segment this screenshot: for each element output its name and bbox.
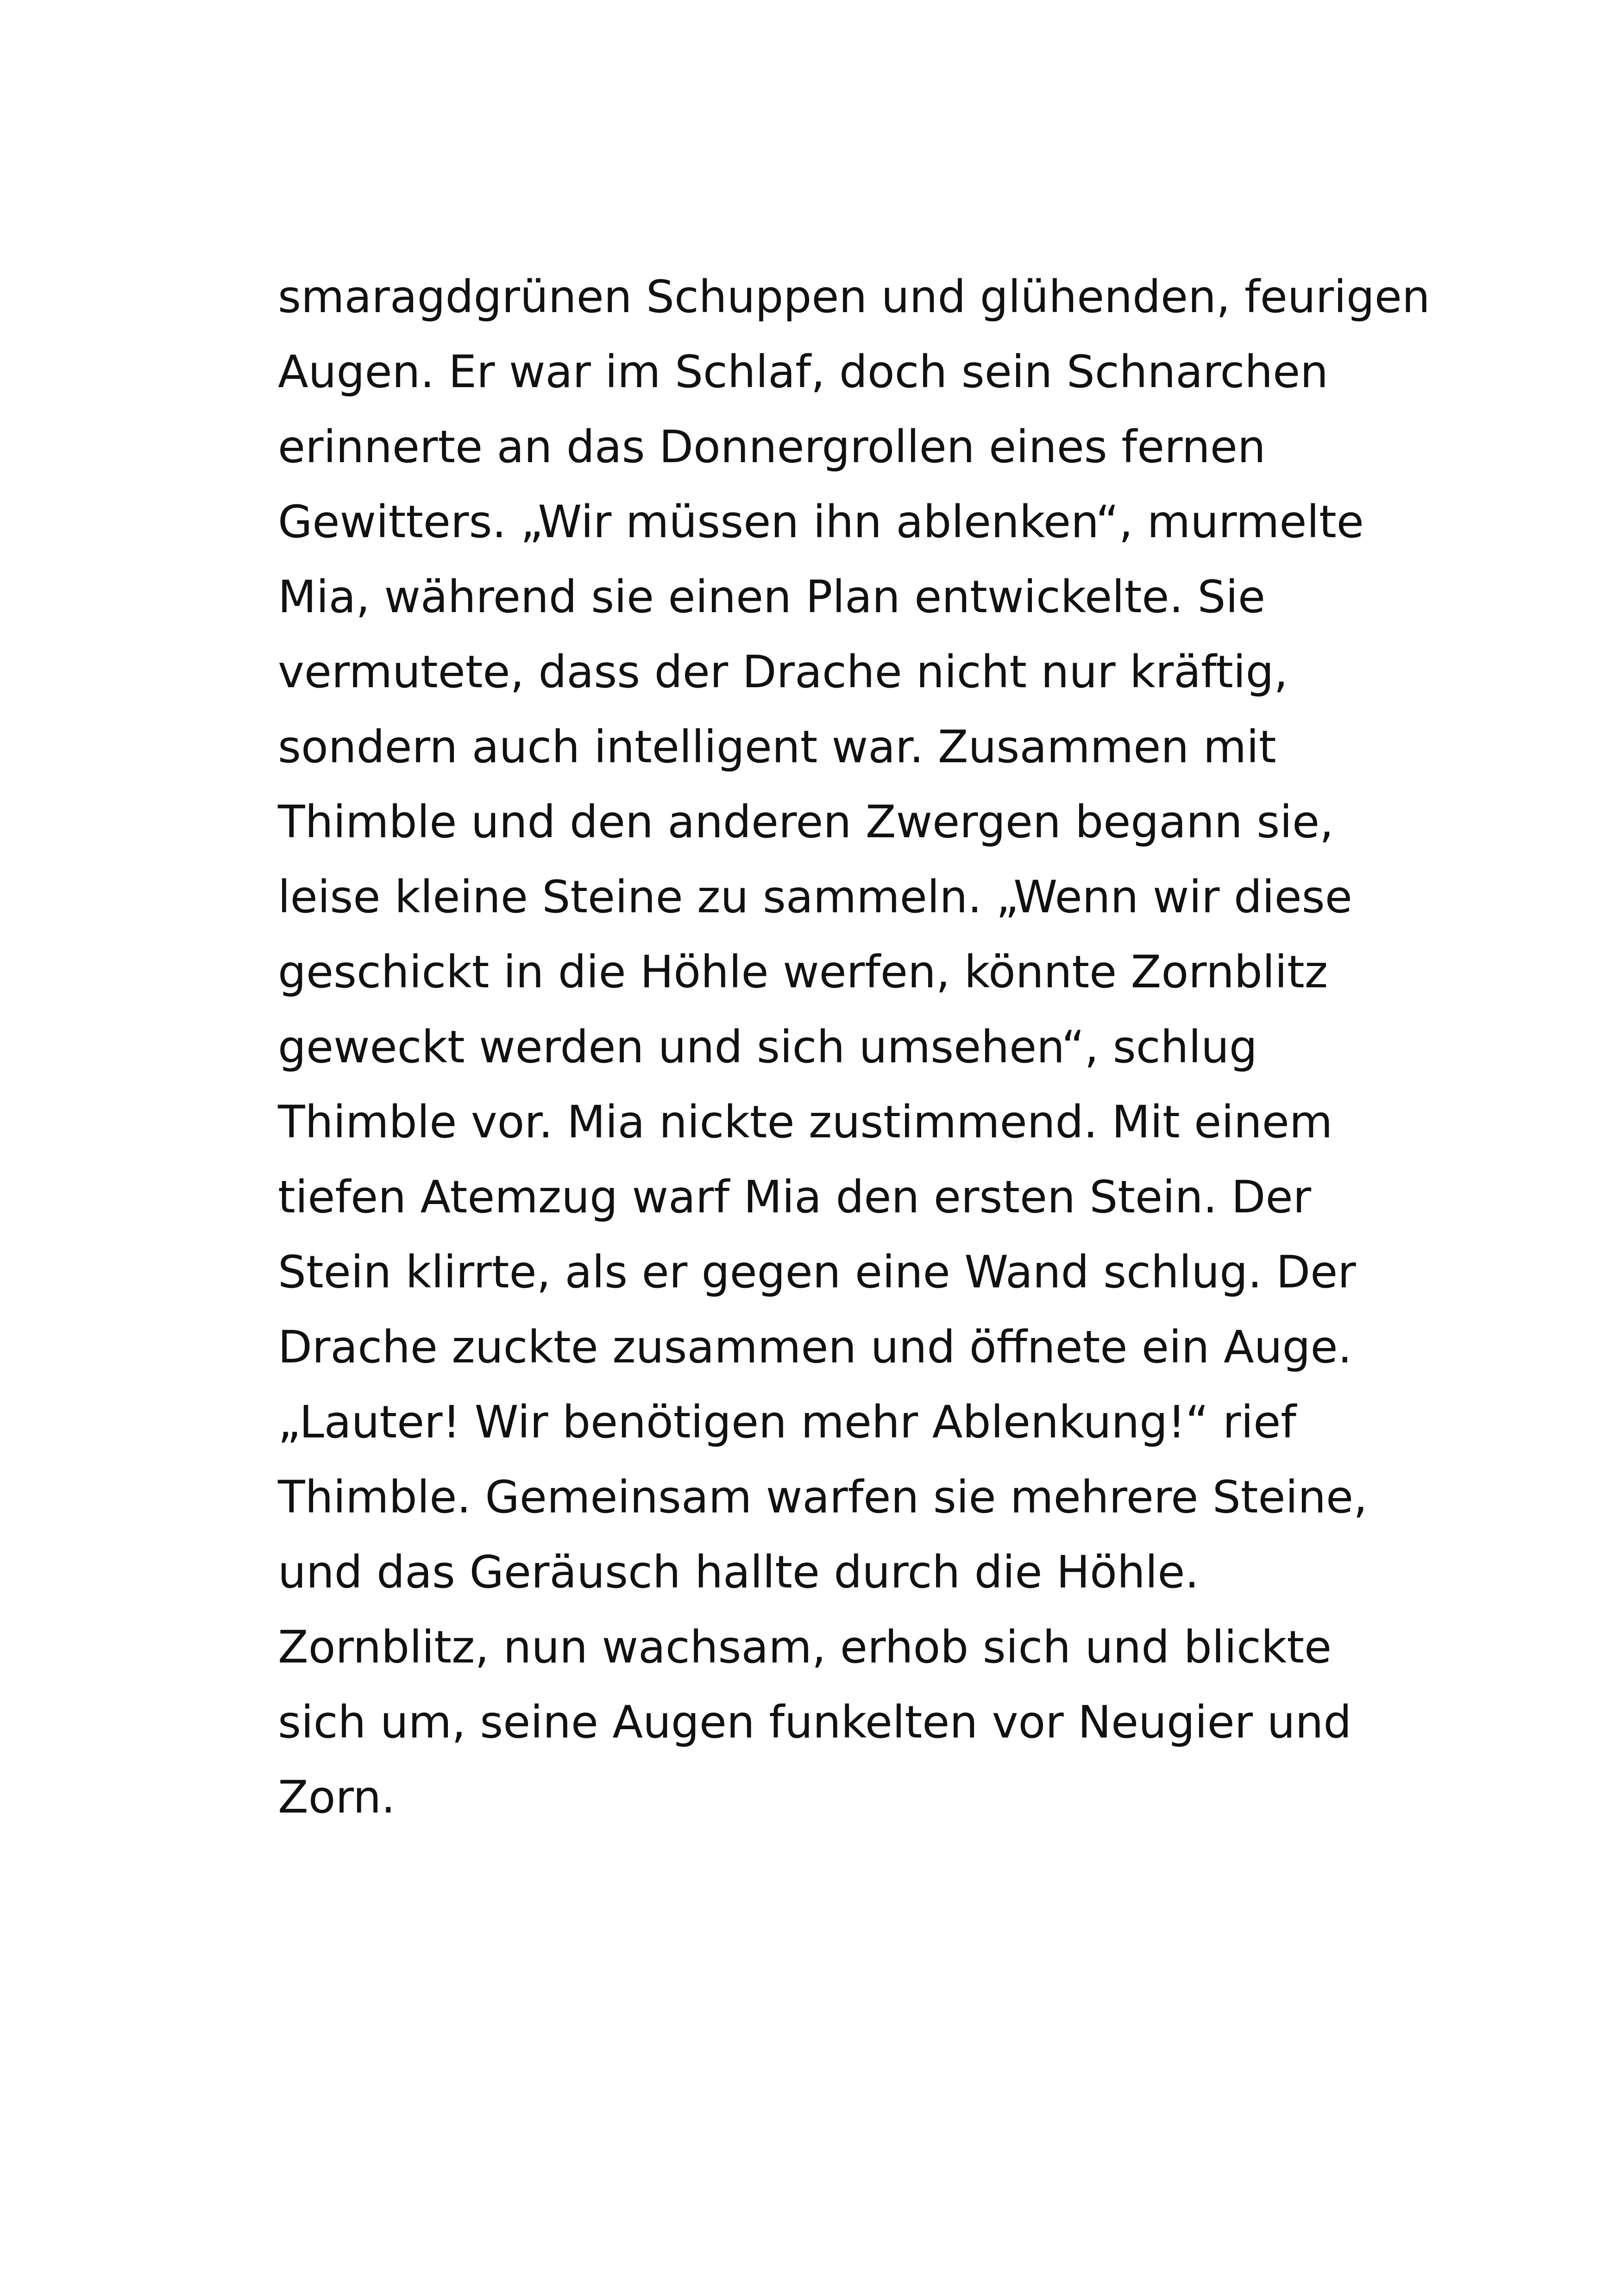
text-line: tiefen Atemzug warf Mia den ersten Stein. Der — [278, 1171, 1312, 1223]
text-line: Thimble. Gemeinsam warfen sie mehrere Steine, — [278, 1471, 1368, 1523]
text-line: Zornblitz, nun wachsam, erhob sich und blickte — [278, 1621, 1332, 1673]
text-line: smaragdgrünen Schuppen und glühenden, feurigen — [278, 271, 1430, 323]
text-line: Thimble vor. Mia nickte zustimmend. Mit einem — [278, 1096, 1333, 1148]
text-line: sich um, seine Augen funkelten vor Neugier und — [278, 1696, 1352, 1748]
text-line: Augen. Er war im Schlaf, doch sein Schnarchen — [278, 346, 1328, 398]
text-line: Drache zuckte zusammen und öffnete ein Auge. — [278, 1321, 1352, 1373]
text-line: Stein klirrte, als er gegen eine Wand schlug. Der — [278, 1246, 1356, 1298]
text-line: Gewitters. „Wir müssen ihn ablenken“, murmelte — [278, 496, 1364, 548]
text-line: Mia, während sie einen Plan entwickelte. Sie — [278, 571, 1266, 623]
text-line: geschickt in die Höhle werfen, könnte Zornblitz — [278, 946, 1328, 998]
text-line: Zorn. — [278, 1771, 396, 1823]
text-line: vermutete, dass der Drache nicht nur kräftig, — [278, 646, 1288, 698]
text-line: erinnerte an das Donnergrollen eines fernen — [278, 421, 1266, 473]
text-line: geweckt werden und sich umsehen“, schlug — [278, 1021, 1257, 1073]
text-line: sondern auch intelligent war. Zusammen mit — [278, 721, 1276, 773]
text-line: und das Geräusch hallte durch die Höhle. — [278, 1546, 1199, 1598]
text-line: Thimble und den anderen Zwergen begann sie, — [278, 796, 1334, 848]
text-line: „Lauter! Wir benötigen mehr Ablenkung!“ rief — [278, 1396, 1296, 1448]
story-paragraph — [278, 259, 1436, 1835]
text-line: leise kleine Steine zu sammeln. „Wenn wir diese — [278, 871, 1352, 923]
